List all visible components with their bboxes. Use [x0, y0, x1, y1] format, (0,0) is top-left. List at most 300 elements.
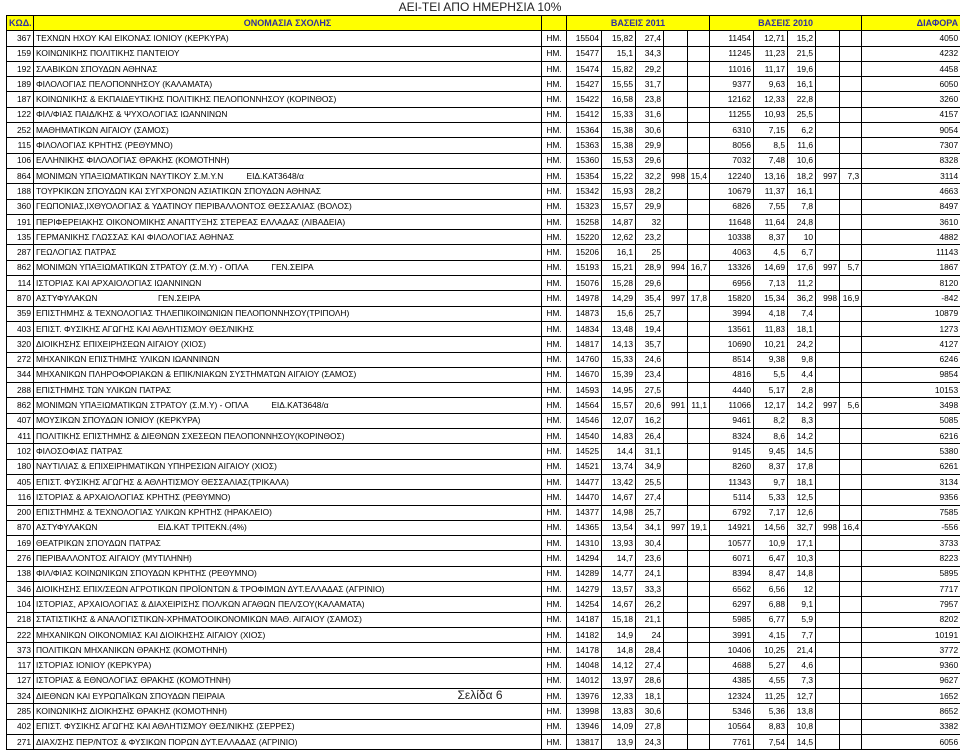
cell-diff: 9627 — [862, 673, 960, 688]
cell-type: ΗΜ. — [542, 429, 567, 444]
cell-extra-pos-2011 — [664, 734, 688, 749]
cell-base-2011: 14,4 — [602, 444, 636, 459]
cell-diff: 4882 — [862, 230, 960, 245]
cell-extra-pos-2011 — [664, 138, 688, 153]
cell-type: ΗΜ. — [542, 153, 567, 168]
cell-base-2010: 4,5 — [754, 245, 788, 260]
cell-pos-2010: 4440 — [710, 383, 754, 398]
cell-name: ΦΙΛΟΛΟΓΙΑΣ ΠΕΛΟΠΟΝΝΗΣΟΥ (ΚΑΛΑΜΑΤΑ) — [34, 77, 542, 92]
cell-pct-2010: 22,8 — [788, 92, 816, 107]
cell-extra-pos-2010 — [816, 658, 840, 673]
cell-diff: 7585 — [862, 505, 960, 520]
cell-type: ΗΜ. — [542, 689, 567, 704]
cell-pct-2010: 18,1 — [788, 321, 816, 336]
table-row — [7, 77, 960, 92]
cell-extra-pos-2011 — [664, 321, 688, 336]
cell-code: 222 — [7, 627, 34, 642]
cell-pos-2010: 6071 — [710, 551, 754, 566]
cell-pos-2011: 14178 — [567, 643, 602, 658]
cell-type: ΗΜ. — [542, 627, 567, 642]
cell-extra-pos-2011 — [664, 658, 688, 673]
cell-extra-pos-2010 — [816, 321, 840, 336]
table-row — [7, 581, 960, 596]
cell-extra-pct-2011 — [688, 383, 710, 398]
cell-pct-2010: 24,8 — [788, 214, 816, 229]
cell-pct-2011: 34,1 — [636, 520, 664, 535]
table-row — [7, 444, 960, 459]
cell-extra-pos-2011 — [664, 230, 688, 245]
cell-extra-pos-2010: 997 — [816, 398, 840, 413]
cell-code: 218 — [7, 612, 34, 627]
table-row — [7, 398, 960, 413]
cell-extra-pos-2011 — [664, 276, 688, 291]
cell-extra-pct-2010 — [840, 61, 862, 76]
cell-type: ΗΜ. — [542, 536, 567, 551]
cell-type: ΗΜ. — [542, 184, 567, 199]
cell-pos-2011: 15412 — [567, 107, 602, 122]
cell-extra-pct-2010 — [840, 153, 862, 168]
cell-pos-2011: 14817 — [567, 337, 602, 352]
cell-pos-2010: 3994 — [710, 306, 754, 321]
cell-name: ΦΙΛΟΣΟΦΙΑΣ ΠΑΤΡΑΣ — [34, 444, 542, 459]
cell-extra-pos-2011 — [664, 459, 688, 474]
cell-base-2011: 12,07 — [602, 413, 636, 428]
cell-pct-2010: 4,4 — [788, 367, 816, 382]
cell-pct-2010: 13,8 — [788, 704, 816, 719]
cell-pos-2011: 14012 — [567, 673, 602, 688]
table-row — [7, 520, 960, 535]
cell-extra-pos-2011 — [664, 597, 688, 612]
cell-extra-pct-2011 — [688, 597, 710, 612]
cell-type: ΗΜ. — [542, 490, 567, 505]
cell-extra-pos-2011 — [664, 474, 688, 489]
cell-code: 115 — [7, 138, 34, 153]
cell-extra-pos-2011 — [664, 719, 688, 734]
cell-type: ΗΜ. — [542, 107, 567, 122]
cell-name: ΓΕΩΠΟΝΙΑΣ,ΙΧΘΥΟΛΟΓΙΑΣ & ΥΔΑΤΙΝΟΥ ΠΕΡΙΒΑΛΛΟΝΤΟΣ ΘΕΣΣΑΛΙΑΣ (ΒΟΛΟΣ) — [34, 199, 542, 214]
cell-extra-pct-2011 — [688, 276, 710, 291]
cell-pos-2010: 15820 — [710, 291, 754, 306]
cell-extra-pct-2011 — [688, 459, 710, 474]
cell-pos-2011: 14978 — [567, 291, 602, 306]
cell-base-2010: 4,15 — [754, 627, 788, 642]
cell-extra-pct-2011 — [688, 474, 710, 489]
cell-pos-2010: 6310 — [710, 123, 754, 138]
cell-base-2011: 15,28 — [602, 276, 636, 291]
cell-extra-pct-2010 — [840, 505, 862, 520]
cell-extra-pct-2010 — [840, 321, 862, 336]
cell-code: 405 — [7, 474, 34, 489]
cell-name: ΕΠΙΣΤ. ΦΥΣΙΚΗΣ ΑΓΩΓΗΣ & ΑΘΛΗΤΙΣΜΟΥ ΘΕΣΣΑΛΙΑΣ(ΤΡΙΚΑΛΑ) — [34, 474, 542, 489]
cell-pos-2011: 15360 — [567, 153, 602, 168]
cell-extra-pos-2011 — [664, 581, 688, 596]
cell-base-2010: 11,64 — [754, 214, 788, 229]
cell-type: ΗΜ. — [542, 444, 567, 459]
cell-extra-pct-2011 — [688, 184, 710, 199]
cell-diff: 4127 — [862, 337, 960, 352]
cell-base-2010: 14,69 — [754, 260, 788, 275]
cell-pct-2011: 18,1 — [636, 689, 664, 704]
cell-pos-2011: 15354 — [567, 168, 602, 183]
cell-pos-2010: 10577 — [710, 536, 754, 551]
cell-name: ΦΙΛ/ΦΙΑΣ ΠΑΙΔ/ΚΗΣ & ΨΥΧΟΛΟΓΙΑΣ ΙΩΑΝΝΙΝΩΝ — [34, 107, 542, 122]
cell-extra-pos-2010 — [816, 612, 840, 627]
cell-diff: 3260 — [862, 92, 960, 107]
cell-extra-pos-2011 — [664, 245, 688, 260]
cell-pos-2010: 5114 — [710, 490, 754, 505]
cell-type: ΗΜ. — [542, 474, 567, 489]
table-row — [7, 199, 960, 214]
cell-pct-2010: 19,6 — [788, 61, 816, 76]
cell-code: 104 — [7, 597, 34, 612]
cell-code: 402 — [7, 719, 34, 734]
cell-pct-2010: 14,5 — [788, 734, 816, 749]
table-row — [7, 536, 960, 551]
cell-pct-2011: 28,2 — [636, 184, 664, 199]
table-row — [7, 413, 960, 428]
cell-base-2011: 16,1 — [602, 245, 636, 260]
table-row — [7, 643, 960, 658]
cell-pos-2011: 14593 — [567, 383, 602, 398]
cell-pos-2010: 11016 — [710, 61, 754, 76]
cell-name: ΕΠΙΣΤΗΜΗΣ ΤΩΝ ΥΛΙΚΩΝ ΠΑΤΡΑΣ — [34, 383, 542, 398]
cell-base-2011: 14,77 — [602, 566, 636, 581]
cell-type: ΗΜ. — [542, 673, 567, 688]
cell-code: 271 — [7, 734, 34, 749]
cell-code: 135 — [7, 230, 34, 245]
cell-pct-2011: 20,6 — [636, 398, 664, 413]
cell-type: ΗΜ. — [542, 520, 567, 535]
cell-pos-2010: 4816 — [710, 367, 754, 382]
cell-diff: 8328 — [862, 153, 960, 168]
cell-extra-pct-2011 — [688, 92, 710, 107]
cell-name: ΙΣΤΟΡΙΑΣ & ΕΘΝΟΛΟΓΙΑΣ ΘΡΑΚΗΣ (ΚΟΜΟΤΗΝΗ) — [34, 673, 542, 688]
table-row — [7, 168, 960, 183]
cell-extra-pos-2011 — [664, 61, 688, 76]
cell-extra-pct-2010 — [840, 536, 862, 551]
cell-base-2011: 15,21 — [602, 260, 636, 275]
cell-extra-pos-2010 — [816, 276, 840, 291]
cell-extra-pos-2010 — [816, 490, 840, 505]
table-row — [7, 719, 960, 734]
cell-diff: 10153 — [862, 383, 960, 398]
cell-pct-2010: 12,6 — [788, 505, 816, 520]
cell-pos-2011: 14182 — [567, 627, 602, 642]
cell-extra-pct-2011 — [688, 490, 710, 505]
cell-extra-pos-2010 — [816, 230, 840, 245]
cell-base-2010: 11,25 — [754, 689, 788, 704]
cell-type: ΗΜ. — [542, 658, 567, 673]
cell-type: ΗΜ. — [542, 719, 567, 734]
cell-code: 138 — [7, 566, 34, 581]
cell-base-2010: 5,17 — [754, 383, 788, 398]
cell-pct-2011: 28,4 — [636, 643, 664, 658]
cell-code: 367 — [7, 31, 34, 46]
cell-diff: 3134 — [862, 474, 960, 489]
cell-base-2011: 14,98 — [602, 505, 636, 520]
cell-name: ΘΕΑΤΡΙΚΩΝ ΣΠΟΥΔΩΝ ΠΑΤΡΑΣ — [34, 536, 542, 551]
cell-pos-2010: 12162 — [710, 92, 754, 107]
cell-name: ΕΠΙΣΤΗΜΗΣ & ΤΕΧΝΟΛΟΓΙΑΣ ΤΗΛΕΠΙΚΟΙΝΩΝΙΩΝ ΠΕΛΟΠΟΝΝΗΣΟΥ(ΤΡΙΠΟΛΗ) — [34, 306, 542, 321]
cell-pos-2011: 13998 — [567, 704, 602, 719]
cell-extra-pos-2011 — [664, 184, 688, 199]
cell-extra-pos-2011 — [664, 566, 688, 581]
cell-base-2010: 5,27 — [754, 658, 788, 673]
cell-extra-pos-2011 — [664, 429, 688, 444]
cell-pct-2010: 14,8 — [788, 566, 816, 581]
cell-pos-2011: 13976 — [567, 689, 602, 704]
cell-extra-pos-2011 — [664, 306, 688, 321]
cell-type: ΗΜ. — [542, 734, 567, 749]
cell-extra-pct-2010 — [840, 581, 862, 596]
cell-base-2010: 9,38 — [754, 352, 788, 367]
cell-code: 344 — [7, 367, 34, 382]
cell-extra-pos-2011 — [664, 107, 688, 122]
cell-pos-2010: 7032 — [710, 153, 754, 168]
cell-extra-pos-2010: 998 — [816, 291, 840, 306]
table-row — [7, 505, 960, 520]
cell-pos-2011: 14525 — [567, 444, 602, 459]
cell-diff: 4663 — [862, 184, 960, 199]
cell-name: ΦΙΛ/ΦΙΑΣ ΚΟΙΝΩΝΙΚΩΝ ΣΠΟΥΔΩΝ ΚΡΗΤΗΣ (ΡΕΘΥΜΝΟ) — [34, 566, 542, 581]
cell-code: 159 — [7, 46, 34, 61]
table-row — [7, 337, 960, 352]
cell-pct-2010: 14,5 — [788, 444, 816, 459]
cell-pos-2011: 13946 — [567, 719, 602, 734]
page-footer: Σελίδα 6 — [0, 688, 960, 702]
cell-pct-2011: 23,6 — [636, 551, 664, 566]
cell-pct-2011: 31,6 — [636, 107, 664, 122]
cell-extra-pos-2011 — [664, 643, 688, 658]
cell-type: ΗΜ. — [542, 306, 567, 321]
cell-pos-2011: 13817 — [567, 734, 602, 749]
cell-pct-2010: 8,3 — [788, 413, 816, 428]
cell-extra-pos-2010 — [816, 734, 840, 749]
cell-base-2011: 15,39 — [602, 367, 636, 382]
cell-diff: 3733 — [862, 536, 960, 551]
cell-base-2010: 8,5 — [754, 138, 788, 153]
cell-extra-pct-2011 — [688, 429, 710, 444]
header-diff: ΔΙΑΦΟΡΑ — [862, 16, 960, 31]
cell-extra-pos-2010 — [816, 199, 840, 214]
table-row — [7, 612, 960, 627]
cell-pos-2011: 14289 — [567, 566, 602, 581]
cell-extra-pct-2011 — [688, 46, 710, 61]
cell-name: ΜΟΝΙΜΩΝ ΥΠΑΞΙΩΜΑΤΙΚΩΝ ΝΑΥΤΙΚΟΥ Σ.Μ.Υ.Ν ΕΙΔ.ΚΑΤ3648/α — [34, 168, 542, 183]
cell-extra-pos-2011 — [664, 413, 688, 428]
cell-base-2010: 7,15 — [754, 123, 788, 138]
cell-base-2010: 10,21 — [754, 337, 788, 352]
cell-pos-2010: 6826 — [710, 199, 754, 214]
cell-diff: 6050 — [862, 77, 960, 92]
cell-pos-2010: 6297 — [710, 597, 754, 612]
cell-pct-2011: 25,5 — [636, 474, 664, 489]
cell-extra-pos-2010 — [816, 643, 840, 658]
cell-code: 180 — [7, 459, 34, 474]
cell-extra-pos-2010 — [816, 505, 840, 520]
cell-extra-pct-2011 — [688, 153, 710, 168]
table-row — [7, 184, 960, 199]
cell-type: ΗΜ. — [542, 61, 567, 76]
cell-base-2010: 8,37 — [754, 459, 788, 474]
cell-base-2010: 7,55 — [754, 199, 788, 214]
cell-name: ΑΣΤΥΦΥΛΑΚΩΝ ΓΕΝ.ΣΕΙΡΑ — [34, 291, 542, 306]
table-row — [7, 597, 960, 612]
cell-pct-2010: 18,1 — [788, 474, 816, 489]
cell-diff: 9360 — [862, 658, 960, 673]
cell-type: ΗΜ. — [542, 337, 567, 352]
cell-extra-pct-2011: 15,4 — [688, 168, 710, 183]
cell-pos-2011: 14760 — [567, 352, 602, 367]
cell-pct-2011: 31,1 — [636, 444, 664, 459]
cell-extra-pos-2010 — [816, 429, 840, 444]
cell-extra-pos-2010 — [816, 92, 840, 107]
cell-extra-pos-2011 — [664, 46, 688, 61]
cell-extra-pct-2010 — [840, 77, 862, 92]
cell-base-2010: 14,56 — [754, 520, 788, 535]
cell-extra-pos-2011 — [664, 337, 688, 352]
cell-pct-2010: 16,1 — [788, 184, 816, 199]
cell-pct-2010: 15,2 — [788, 31, 816, 46]
cell-extra-pos-2010 — [816, 107, 840, 122]
cell-diff: 4157 — [862, 107, 960, 122]
cell-pct-2011: 27,8 — [636, 719, 664, 734]
table-row — [7, 383, 960, 398]
cell-pct-2011: 27,4 — [636, 31, 664, 46]
cell-base-2011: 15,53 — [602, 153, 636, 168]
cell-type: ΗΜ. — [542, 367, 567, 382]
cell-extra-pct-2010: 7,3 — [840, 168, 862, 183]
cell-extra-pct-2011 — [688, 306, 710, 321]
cell-extra-pos-2010 — [816, 474, 840, 489]
cell-extra-pos-2010 — [816, 77, 840, 92]
cell-pos-2010: 5346 — [710, 704, 754, 719]
cell-pct-2011: 30,4 — [636, 536, 664, 551]
cell-base-2011: 13,57 — [602, 581, 636, 596]
cell-extra-pct-2011 — [688, 245, 710, 260]
cell-pos-2010: 11454 — [710, 31, 754, 46]
cell-pct-2011: 23,4 — [636, 367, 664, 382]
cell-pct-2010: 17,8 — [788, 459, 816, 474]
cell-diff: 6056 — [862, 734, 960, 749]
table-row — [7, 291, 960, 306]
table-row — [7, 245, 960, 260]
cell-base-2011: 13,9 — [602, 734, 636, 749]
cell-base-2010: 12,33 — [754, 92, 788, 107]
cell-pos-2010: 9461 — [710, 413, 754, 428]
cell-code: 320 — [7, 337, 34, 352]
cell-base-2010: 5,33 — [754, 490, 788, 505]
cell-base-2011: 16,58 — [602, 92, 636, 107]
cell-code: 403 — [7, 321, 34, 336]
cell-pct-2011: 32,2 — [636, 168, 664, 183]
cell-name: ΚΟΙΝΩΝΙΚΗΣ ΠΟΛΙΤΙΚΗΣ ΠΑΝΤΕΙΟΥ — [34, 46, 542, 61]
cell-extra-pct-2010 — [840, 367, 862, 382]
cell-pos-2010: 10690 — [710, 337, 754, 352]
cell-extra-pos-2011: 997 — [664, 291, 688, 306]
cell-base-2011: 15,57 — [602, 398, 636, 413]
table-row — [7, 474, 960, 489]
cell-extra-pct-2011: 17,8 — [688, 291, 710, 306]
cell-pos-2010: 14921 — [710, 520, 754, 535]
cell-base-2011: 14,83 — [602, 429, 636, 444]
cell-diff: 3114 — [862, 168, 960, 183]
cell-base-2011: 13,54 — [602, 520, 636, 535]
cell-extra-pos-2010 — [816, 566, 840, 581]
cell-name: ΕΠΙΣΤ. ΦΥΣΙΚΗΣ ΑΓΩΓΗΣ ΚΑΙ ΑΘΛΗΤΙΣΜΟΥ ΘΕΣ/ΝΙΚΗΣ (ΣΕΡΡΕΣ) — [34, 719, 542, 734]
cell-extra-pct-2011 — [688, 536, 710, 551]
cell-name: ΙΣΤΟΡΙΑΣ ΚΑΙ ΑΡΧΑΙΟΛΟΓΙΑΣ ΙΩΑΝΝΙΝΩΝ — [34, 276, 542, 291]
table-row — [7, 123, 960, 138]
cell-pos-2011: 14187 — [567, 612, 602, 627]
cell-base-2010: 9,7 — [754, 474, 788, 489]
cell-name: ΝΑΥΤΙΛΙΑΣ & ΕΠΙΧΕΙΡΗΜΑΤΙΚΩΝ ΥΠΗΡΕΣΙΩΝ ΑΙΓΑΙΟΥ (ΧΙΟΣ) — [34, 459, 542, 474]
cell-base-2011: 14,12 — [602, 658, 636, 673]
cell-pct-2010: 12,5 — [788, 490, 816, 505]
table-row — [7, 31, 960, 46]
cell-extra-pos-2011 — [664, 551, 688, 566]
cell-code: 192 — [7, 61, 34, 76]
cell-extra-pct-2011 — [688, 214, 710, 229]
cell-extra-pos-2011 — [664, 153, 688, 168]
cell-pct-2011: 28,6 — [636, 673, 664, 688]
cell-base-2011: 13,74 — [602, 459, 636, 474]
cell-name: ΤΟΥΡΚΙΚΩΝ ΣΠΟΥΔΩΝ ΚΑΙ ΣΥΓΧΡΟΝΩΝ ΑΣΙΑΤΙΚΩΝ ΣΠΟΥΔΩΝ ΑΘΗΝΑΣ — [34, 184, 542, 199]
cell-code: 272 — [7, 352, 34, 367]
cell-name: ΕΠΙΣΤΗΜΗΣ & ΤΕΧΝΟΛΟΓΙΑΣ ΥΛΙΚΩΝ ΚΡΗΤΗΣ (ΗΡΑΚΛΕΙΟ) — [34, 505, 542, 520]
cell-base-2011: 15,18 — [602, 612, 636, 627]
cell-extra-pct-2011: 16,7 — [688, 260, 710, 275]
table-row — [7, 658, 960, 673]
table-row — [7, 352, 960, 367]
cell-diff: 4458 — [862, 61, 960, 76]
cell-extra-pct-2010 — [840, 627, 862, 642]
cell-extra-pct-2010 — [840, 612, 862, 627]
cell-diff: 4232 — [862, 46, 960, 61]
cell-extra-pos-2010 — [816, 214, 840, 229]
cell-base-2011: 12,33 — [602, 689, 636, 704]
cell-code: 870 — [7, 520, 34, 535]
cell-pct-2011: 16,2 — [636, 413, 664, 428]
cell-extra-pct-2010: 16,9 — [840, 291, 862, 306]
cell-pos-2010: 9377 — [710, 77, 754, 92]
header-name: ΟΝΟΜΑΣΙΑ ΣΧΟΛΗΣ — [34, 16, 542, 31]
cell-extra-pos-2010 — [816, 123, 840, 138]
cell-diff: 3382 — [862, 719, 960, 734]
cell-diff: 8652 — [862, 704, 960, 719]
cell-pct-2010: 5,9 — [788, 612, 816, 627]
cell-diff: 7307 — [862, 138, 960, 153]
cell-base-2010: 5,36 — [754, 704, 788, 719]
cell-diff: 7957 — [862, 597, 960, 612]
cell-pct-2010: 7,4 — [788, 306, 816, 321]
cell-pct-2011: 30,6 — [636, 123, 664, 138]
cell-diff: 1652 — [862, 689, 960, 704]
cell-extra-pct-2011 — [688, 321, 710, 336]
cell-base-2010: 11,17 — [754, 61, 788, 76]
cell-name: ΜΟΝΙΜΩΝ ΥΠΑΞΙΩΜΑΤΙΚΩΝ ΣΤΡΑΤΟΥ (Σ.Μ.Υ) - ΟΠΛΑ ΕΙΔ.ΚΑΤ3648/α — [34, 398, 542, 413]
cell-pos-2010: 5985 — [710, 612, 754, 627]
cell-extra-pos-2010 — [816, 46, 840, 61]
cell-extra-pct-2010 — [840, 413, 862, 428]
cell-pos-2010: 12324 — [710, 689, 754, 704]
header-bases-2011: ΒΑΣΕΙΣ 2011 — [567, 16, 710, 31]
cell-extra-pct-2010 — [840, 658, 862, 673]
cell-type: ΗΜ. — [542, 214, 567, 229]
cell-extra-pct-2011 — [688, 627, 710, 642]
table-row — [7, 276, 960, 291]
cell-extra-pct-2011 — [688, 704, 710, 719]
